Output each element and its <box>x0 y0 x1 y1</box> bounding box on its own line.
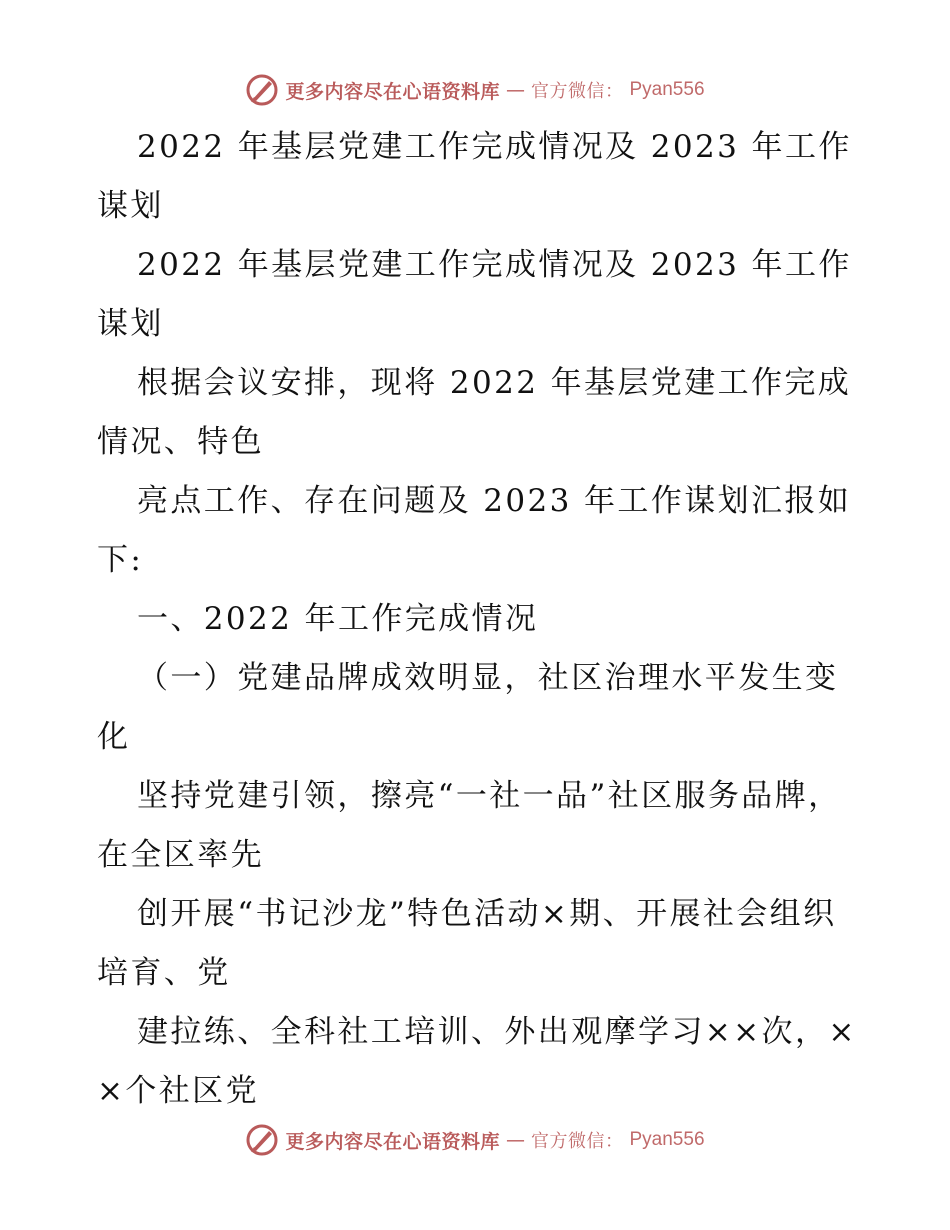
body-paragraph: 坚持党建引领，擦亮“一社一品”社区服务品牌，在全区率先 <box>97 778 842 873</box>
watermark-suffix: 官方微信： <box>531 81 624 102</box>
body-paragraph: 根据会议安排，现将 2022 年基层党建工作完成情况、特色 <box>97 365 852 460</box>
watermark-main-text: 更多内容尽在心语资料库 <box>285 1130 500 1153</box>
watermark-account: Pyan556 <box>629 1129 705 1150</box>
watermark-main-text: 更多内容尽在心语资料库 <box>285 80 500 103</box>
watermark-footer <box>0 1120 950 1160</box>
quill-pen-seal-icon <box>245 1123 279 1157</box>
subsection-heading: （一）党建品牌成效明显，社区治理水平发生变化 <box>97 660 839 755</box>
body-paragraph: 创开展“书记沙龙”特色活动×期、开展社会组织培育、党 <box>97 896 837 991</box>
doc-title-repeat: 2022 年基层党建工作完成情况及 2023 年工作谋划 <box>97 247 852 342</box>
watermark-dash: — <box>506 79 525 101</box>
watermark-dash: — <box>506 1129 525 1151</box>
quill-pen-seal-icon <box>245 73 279 107</box>
section-heading: 一、2022 年工作完成情况 <box>137 601 539 637</box>
body-paragraph: 建拉练、全科社工培训、外出观摩学习××次，××个社区党 <box>97 1014 857 1109</box>
watermark-suffix: 官方微信： <box>531 1131 624 1152</box>
document-body <box>97 118 857 1121</box>
doc-title: 2022 年基层党建工作完成情况及 2023 年工作谋划 <box>97 129 852 224</box>
watermark-account: Pyan556 <box>629 79 705 100</box>
body-paragraph: 亮点工作、存在问题及 2023 年工作谋划汇报如下: <box>97 483 852 578</box>
watermark-header <box>0 70 950 110</box>
